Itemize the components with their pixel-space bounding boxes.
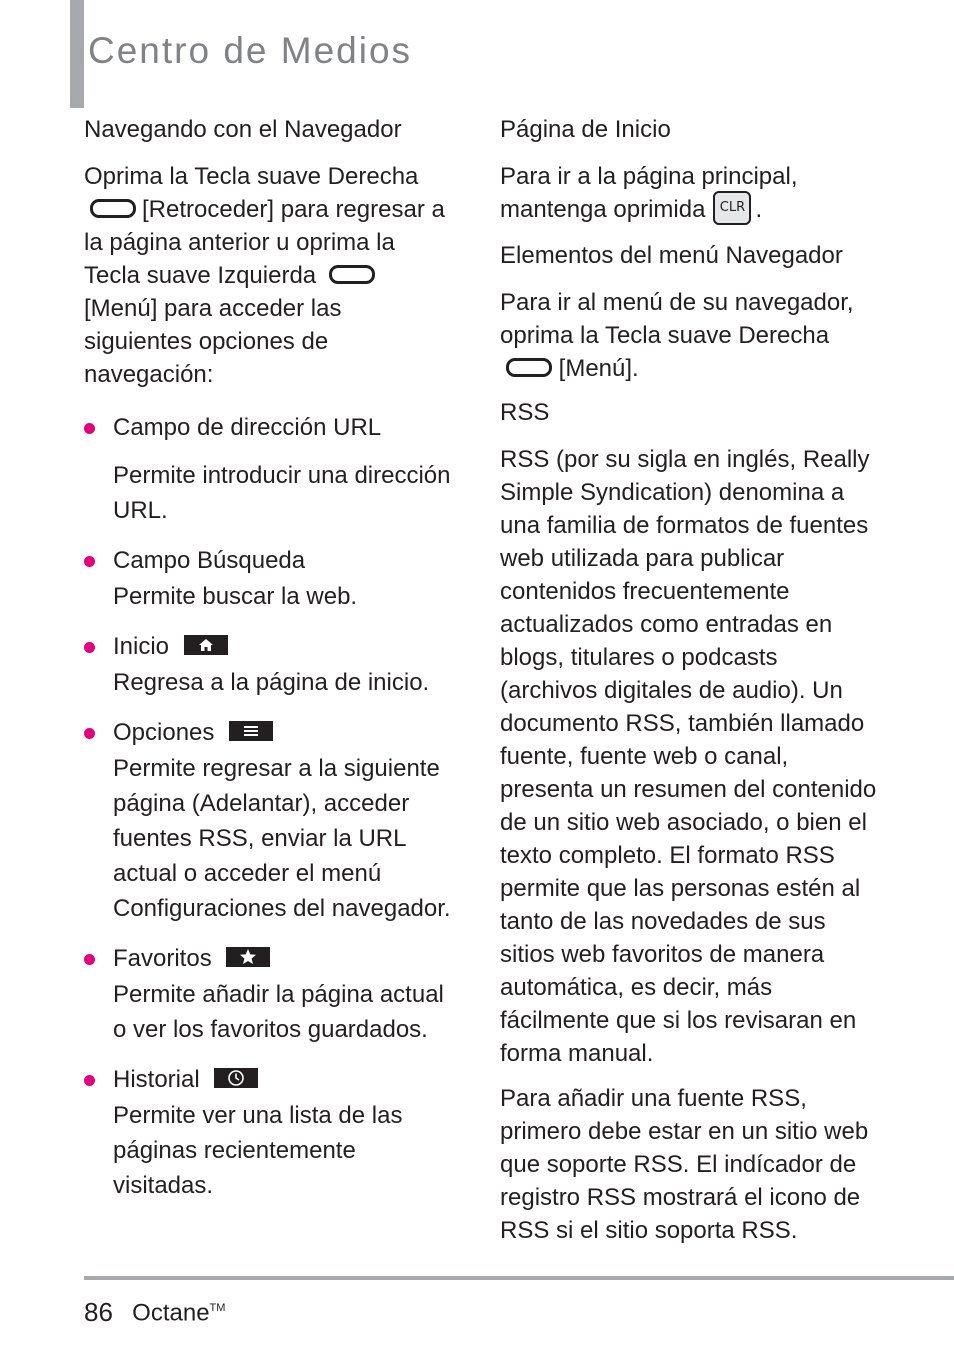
section-heading-menu: Elementos del menú Navegador xyxy=(500,241,843,269)
list-item-inicio xyxy=(84,630,454,700)
right-softkey-icon xyxy=(506,358,552,377)
bullet-icon xyxy=(84,556,95,567)
list-item-busqueda xyxy=(84,544,454,614)
rss-paragraph-2: Para añadir una fuente RSS, primero debe estar en un sitio web que soporte RSS. El indícador de registro RSS mostrará el icono de RSS si el sitio soporta RSS. xyxy=(500,1084,869,1244)
star-icon xyxy=(226,947,270,967)
list-item-favoritos xyxy=(84,942,454,1047)
item-title-opciones: Opciones xyxy=(113,719,215,746)
section-heading-inicio: Página de Inicio xyxy=(500,116,671,143)
left-softkey-icon xyxy=(329,265,375,284)
list-item-opciones xyxy=(84,716,454,926)
item-desc-url: Permite introducir una dirección URL. xyxy=(113,462,451,524)
page-number: 86 xyxy=(84,1296,113,1327)
footer-divider xyxy=(84,1276,954,1280)
home-text: Para ir a la página principal, mantenga oprimida xyxy=(500,163,798,223)
home-icon xyxy=(184,635,228,655)
intro-text-3: para acceder las siguientes opciones de navegación: xyxy=(84,295,342,388)
menu-label: [Menú] xyxy=(84,295,158,322)
menu-icon xyxy=(229,721,273,741)
clr-key-icon: CLR xyxy=(713,191,751,225)
right-softkey-icon xyxy=(90,199,136,218)
menu-paragraph xyxy=(500,286,880,385)
item-desc-favoritos: Permite añadir la página actual o ver los favoritos guardados. xyxy=(113,981,444,1043)
page-footer xyxy=(84,1292,225,1330)
right-column xyxy=(500,114,880,1247)
intro-text-2: para regresar a la página anterior u oprima la Tecla suave Izquierda xyxy=(84,196,445,289)
list-item-historial xyxy=(84,1063,454,1203)
item-desc-busqueda: Permite buscar la web. xyxy=(113,583,358,610)
left-column xyxy=(84,114,454,1203)
section-heading-rss: RSS xyxy=(500,398,550,426)
home-end: . xyxy=(755,196,763,223)
item-title-url: Campo de dirección URL xyxy=(113,414,382,441)
item-title-busqueda: Campo Búsqueda xyxy=(113,547,306,574)
bullet-icon xyxy=(84,728,95,739)
page-title: Centro de Medios xyxy=(88,30,413,71)
menu-label-full: [Menú]. xyxy=(558,354,639,382)
bullet-icon xyxy=(84,954,95,965)
item-title-historial-row xyxy=(113,1063,454,1096)
item-title-opciones-row xyxy=(113,716,454,749)
bullet-icon xyxy=(84,1075,95,1086)
item-desc-inicio: Regresa a la página de inicio. xyxy=(113,669,430,696)
intro-text-1: Oprima la Tecla suave Derecha xyxy=(84,163,419,190)
title-accent-bar xyxy=(70,0,84,108)
item-title-inicio-row xyxy=(113,630,454,663)
item-title-historial: Historial xyxy=(113,1066,200,1093)
item-title-favoritos: Favoritos xyxy=(113,945,212,972)
intro-paragraph xyxy=(84,160,454,391)
menu-text: Para ir al menú de su navegador, oprima la Tecla suave Derecha xyxy=(500,288,854,349)
bullet-icon xyxy=(84,423,95,434)
home-paragraph xyxy=(500,160,880,228)
back-label: [Retroceder] xyxy=(142,196,275,223)
footer-brand: Octane xyxy=(132,1299,210,1327)
item-title-favoritos-row xyxy=(113,942,454,975)
rss-paragraph-1: RSS (por su sigla en inglés, Really Simple Syndication) denomina a una familia de formatos de fuentes web utilizada para publicar contenidos frecuentemente actualizados como entradas en blogs, titulares o podcasts (archivos digitales de audio). Un documento RSS, también llamado fuente, fuente web o canal, presenta un resumen del contenido de un sitio web asociado, o bien el texto completo. El formato RSS permite que las personas estén al tanto de las novedades de sus sitios web favoritos de manera automática, es decir, más fácilmente que si los revisaran en forma manual. xyxy=(500,445,877,1067)
bullet-icon xyxy=(84,642,95,653)
section-heading-navegando: Navegando con el Navegador xyxy=(84,116,402,143)
item-desc-historial: Permite ver una lista de las páginas recientemente visitadas. xyxy=(113,1102,403,1199)
item-title-inicio: Inicio xyxy=(113,633,170,660)
list-item-url xyxy=(84,411,454,528)
clock-icon xyxy=(214,1068,258,1088)
trademark: TM xyxy=(209,1302,226,1314)
item-desc-opciones: Permite regresar a la siguiente página (Adelantar), acceder fuentes RSS, enviar la URL actual o acceder el menú Configuraciones del navegador. xyxy=(113,755,451,922)
